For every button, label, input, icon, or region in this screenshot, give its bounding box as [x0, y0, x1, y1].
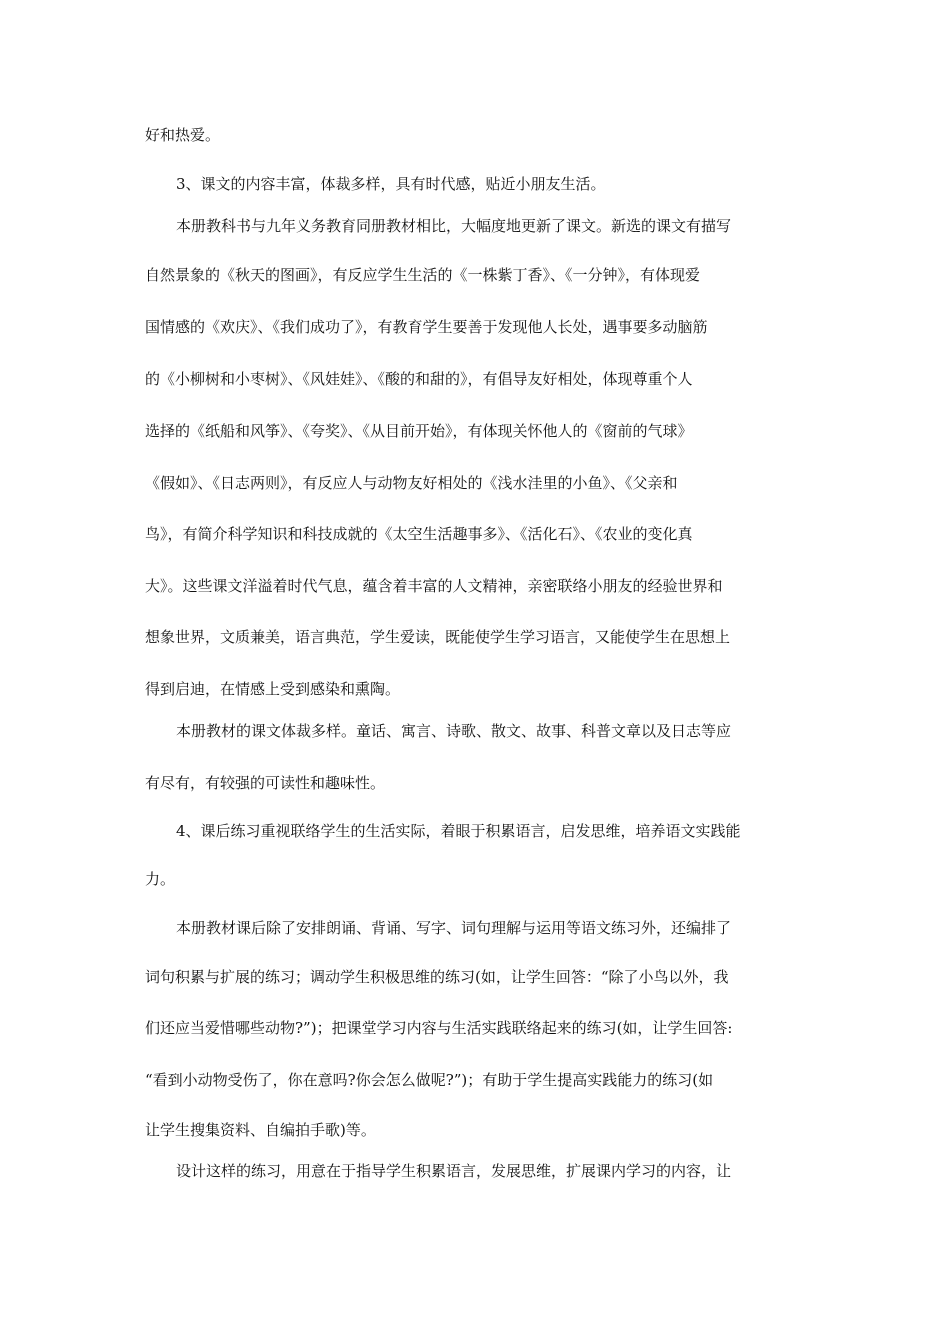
text-line-21: 让学生搜集资料、自编拍手歌)等。	[145, 1121, 376, 1139]
section-heading-4: 4、课后练习重视联络学生的生活实际，着眼于积累语言，启发思维，培养语文实践能	[176, 822, 741, 840]
text-line-14: 有尽有，有较强的可读性和趣味性。	[145, 774, 386, 792]
text-line-12: 得到启迪，在情感上受到感染和熏陶。	[145, 680, 401, 698]
text-line-6: 的《小柳树和小枣树》、《风娃娃》、《酸的和甜的》，有倡导友好相处，体现尊重个人	[145, 370, 693, 388]
text-line-20: “看到小动物受伤了，你在意吗?你会怎么做呢?”)；有助于学生提高实践能力的练习(如	[145, 1071, 714, 1089]
section-heading-3: 3、课文的内容丰富，体裁多样，具有时代感，贴近小朋友生活。	[176, 175, 606, 193]
text-line-22: 设计这样的练习，用意在于指导学生积累语言，发展思维，扩展课内学习的内容，让	[176, 1162, 732, 1180]
text-line-16: 力。	[145, 870, 176, 888]
text-line-5: 国情感的《欢庆》、《我们成功了》，有教育学生要善于发现他人长处，遇事要多动脑筋	[145, 318, 708, 336]
text-line-4: 自然景象的《秋天的图画》，有反应学生生活的《一株紫丁香》、《一分钟》，有体现爱	[145, 266, 701, 284]
text-line-1: 好和热爱。	[145, 126, 221, 144]
text-line-3: 本册教科书与九年义务教育同册教材相比，大幅度地更新了课文。新选的课文有描写	[176, 217, 732, 235]
text-line-9: 鸟》，有简介科学知识和科技成就的《太空生活趣事多》、《活化石》、《农业的变化真	[145, 525, 693, 543]
text-line-13: 本册教材的课文体裁多样。童话、寓言、诗歌、散文、故事、科普文章以及日志等应	[176, 722, 732, 740]
text-line-19: 们还应当爱惜哪些动物?”)；把课堂学习内容与生活实践联络起来的练习(如，让学生回答:	[145, 1019, 733, 1037]
text-line-11: 想象世界，文质兼美，语言典范，学生爱读，既能使学生学习语言，又能使学生在思想上	[145, 628, 731, 646]
text-line-8: 《假如》、《日志两则》，有反应人与动物友好相处的《浅水洼里的小鱼》、《父亲和	[145, 474, 678, 492]
text-line-10: 大》。这些课文洋溢着时代气息，蕴含着丰富的人文精神，亲密联络小朋友的经验世界和	[145, 577, 723, 595]
text-line-7: 选择的《纸船和风筝》、《夸奖》、《从目前开始》，有体现关怀他人的《窗前的气球》	[145, 422, 693, 440]
text-line-18: 词句积累与扩展的练习；调动学生积极思维的练习(如，让学生回答：“除了小鸟以外，我	[145, 968, 729, 986]
text-line-17: 本册教材课后除了安排朗诵、背诵、写字、词句理解与运用等语文练习外，还编排了	[176, 919, 732, 937]
